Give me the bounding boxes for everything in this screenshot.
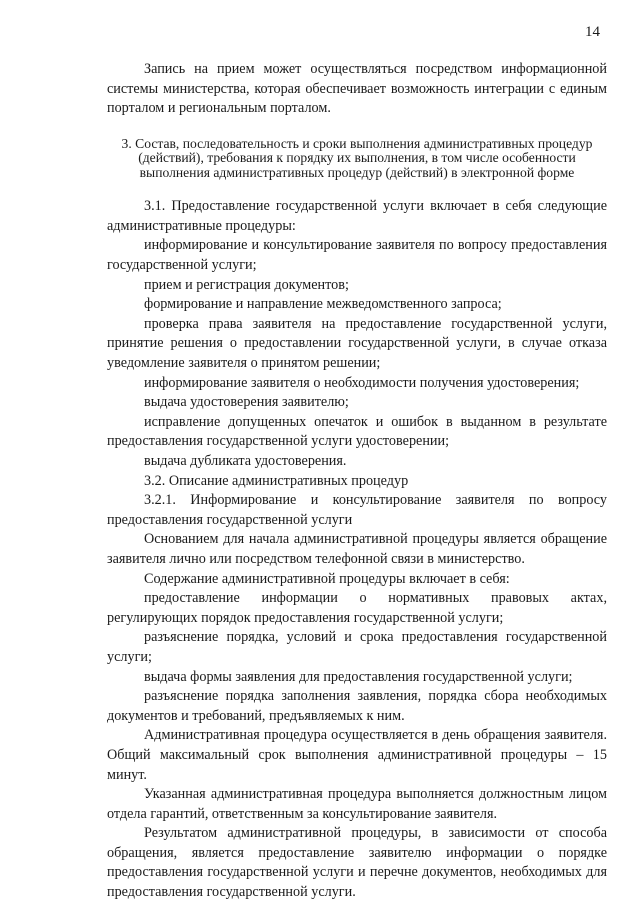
subsection-title-3-2-1: 3.2.1. Информирование и консультирование заявителя по вопросу предоставления государственной услуги — [107, 492, 607, 528]
list-item: выдача дубликата удостоверения. — [144, 453, 347, 469]
list-item: формирование и направление межведомственного запроса; — [144, 296, 502, 313]
list-item: предоставление информации о нормативных правовых актах, регулирующих порядок предоставления государственной услуги; — [107, 590, 607, 626]
list-item: проверка права заявителя на предоставление государственной услуги, принятие решения о предоставлении государственной услуги, в случае отказа уведомление заявителя о принятом решении; — [107, 315, 607, 372]
paragraph-basis: Основанием для начала административной процедуры является обращение заявителя лично или посредством телефонной связи в министерство. — [107, 531, 607, 567]
paragraph-intro: Запись на прием может осуществляться посредством информационной системы министерства, которая обеспечивает возможность интеграции с единым порталом и региональным порталом. — [107, 61, 607, 117]
list-item: исправление допущенных опечаток и ошибок в выданном в результате предоставления государственной услуги удостоверении; — [107, 413, 607, 450]
paragraph-timing: Административная процедура осуществляется в день обращения заявителя. Общий максимальный срок выполнения административной процедуры – 15 минут. — [107, 727, 607, 783]
page-number: 14 — [585, 24, 600, 40]
section-heading: 3. Состав, последовательность и сроки выполнения административных процедур (действий), требования к порядку их выполнения, в том числе особенности выполнения административных процедур (действий) в электронной форме — [121, 135, 593, 180]
document-body — [107, 60, 607, 903]
list-item: разъяснение порядка, условий и срока предоставления государственной услуги; — [107, 629, 607, 665]
list-item: выдача формы заявления для предоставления государственной услуги; — [144, 668, 573, 685]
list-item: информирование и консультирование заявителя по вопросу предоставления государственной услуги; — [107, 237, 607, 274]
list-item: разъяснение порядка заполнения заявления, порядка сбора необходимых документов и требований, предъявляемых к ним. — [107, 688, 607, 724]
paragraph-result: Результатом административной процедуры, в зависимости от способа обращения, является предоставление заявителю информации о порядке предоставления государственной услуги и перечне документов, необходимых для предоставления государственной услуги. — [107, 825, 607, 901]
paragraph-responsible: Указанная административная процедура выполняется должностным лицом отдела гарантий, ответственным за консультирование заявителя. — [107, 786, 607, 822]
list-item: прием и регистрация документов; — [144, 276, 349, 293]
list-item: информирование заявителя о необходимости получения удостоверения; — [144, 374, 580, 391]
paragraph-content: Содержание административной процедуры включает в себя: — [144, 570, 510, 587]
list-item: выдача удостоверения заявителю; — [144, 394, 349, 411]
subsection-title-3-2: 3.2. Описание административных процедур — [144, 472, 409, 489]
paragraph-3-1: 3.1. Предоставление государственной услуги включает в себя следующие административные процедуры: — [107, 198, 607, 234]
